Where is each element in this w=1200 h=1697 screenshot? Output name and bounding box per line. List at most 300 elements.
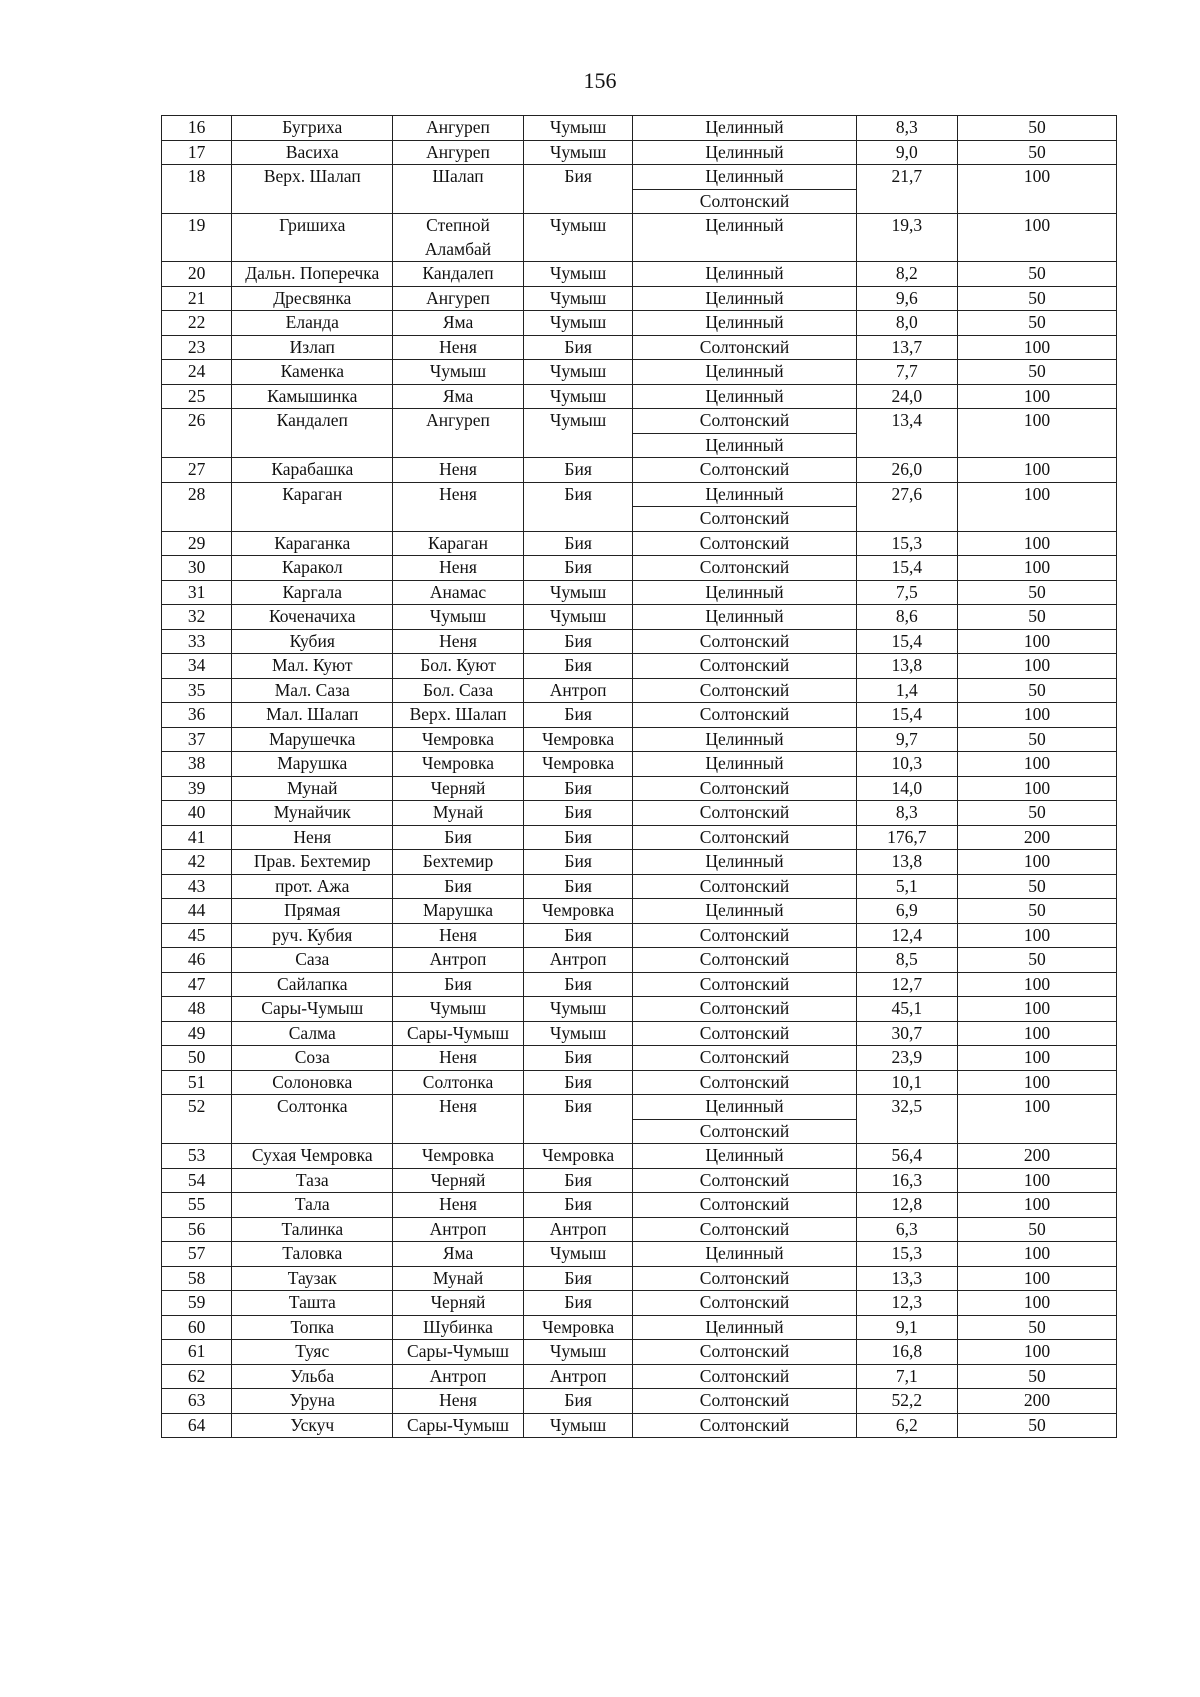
cell-length: 45,1 [856,997,958,1022]
table-row [162,531,1117,556]
cell-length: 52,2 [856,1389,958,1414]
cell-river-name: Каракол [232,556,393,581]
cell-zone: 50 [958,262,1117,287]
cell-number: 36 [162,703,232,728]
cell-tributary-of: Шалап [393,165,524,214]
cell-tributary-of: Ангуреп [393,140,524,165]
cell-number: 56 [162,1217,232,1242]
complex-value: Целинный [705,434,784,455]
cell-river-name: Дальн. Поперечка [232,262,393,287]
cell-basin: Чумыш [523,286,633,311]
cell-river-name: Салма [232,1021,393,1046]
cell-basin: Чумыш [523,605,633,630]
cell-basin: Бия [523,923,633,948]
cell-tributary-of: Сары-Чумыш [393,1340,524,1365]
cell-basin: Чумыш [523,1340,633,1365]
cell-complex: Целинный [633,116,856,141]
table-row [162,1364,1117,1389]
cell-river-name: Камышинка [232,384,393,409]
cell-tributary-of: Неня [393,556,524,581]
cell-tributary-of: Неня [393,1046,524,1071]
cell-river-name: Таузак [232,1266,393,1291]
cell-length: 16,3 [856,1168,958,1193]
cell-complex: Целинный [633,384,856,409]
cell-complex: Целинный [633,360,856,385]
cell-length: 9,0 [856,140,958,165]
cell-length: 7,1 [856,1364,958,1389]
cell-complex: Целинный [633,1315,856,1340]
cell-number: 64 [162,1413,232,1438]
cell-basin: Бия [523,1389,633,1414]
cell-tributary-of: Верх. Шалап [393,703,524,728]
cell-basin: Антроп [523,948,633,973]
cell-number: 55 [162,1193,232,1218]
cell-zone: 100 [958,850,1117,875]
cell-tributary-of: Неня [393,1389,524,1414]
cell-complex: Целинный [633,899,856,924]
table-row [162,311,1117,336]
table-row [162,458,1117,483]
cell-complex: Солтонский [633,335,856,360]
complex-value: Целинный [633,165,855,190]
cell-number: 52 [162,1095,232,1144]
table-row [162,384,1117,409]
cell-zone: 50 [958,605,1117,630]
table-row [162,1021,1117,1046]
cell-length: 12,4 [856,923,958,948]
cell-zone: 100 [958,409,1117,458]
cell-basin: Чумыш [523,360,633,385]
cell-river-name: Ульба [232,1364,393,1389]
cell-zone: 50 [958,1217,1117,1242]
cell-complex: Солтонский [633,1266,856,1291]
cell-number: 61 [162,1340,232,1365]
cell-zone: 100 [958,384,1117,409]
cell-complex: Солтонский [633,801,856,826]
cell-zone: 100 [958,654,1117,679]
table-row [162,850,1117,875]
cell-zone: 50 [958,899,1117,924]
cell-river-name: руч. Кубия [232,923,393,948]
cell-length: 14,0 [856,776,958,801]
table-row [162,1070,1117,1095]
cell-zone: 100 [958,703,1117,728]
cell-zone: 100 [958,458,1117,483]
cell-tributary-of: Антроп [393,1217,524,1242]
cell-length: 32,5 [856,1095,958,1144]
cell-basin: Чумыш [523,214,633,262]
cell-river-name: Карабашка [232,458,393,483]
cell-length: 8,2 [856,262,958,287]
cell-length: 6,2 [856,1413,958,1438]
cell-number: 46 [162,948,232,973]
cell-length: 8,5 [856,948,958,973]
table-row [162,1315,1117,1340]
cell-complex [633,482,856,531]
table-row [162,605,1117,630]
cell-basin: Чемровка [523,899,633,924]
cell-complex: Солтонский [633,1413,856,1438]
table-row [162,703,1117,728]
cell-basin: Чемровка [523,727,633,752]
cell-zone: 50 [958,1364,1117,1389]
cell-complex: Целинный [633,286,856,311]
cell-zone: 50 [958,801,1117,826]
cell-tributary-of: Антроп [393,1364,524,1389]
table-body [162,116,1117,1438]
cell-basin: Чумыш [523,1242,633,1267]
table-row [162,825,1117,850]
cell-basin: Чумыш [523,384,633,409]
cell-number: 59 [162,1291,232,1316]
cell-length: 9,6 [856,286,958,311]
cell-zone: 50 [958,116,1117,141]
cell-river-name: Таштa [232,1291,393,1316]
cell-basin: Чумыш [523,1021,633,1046]
cell-basin: Чемровка [523,1315,633,1340]
cell-basin: Чумыш [523,997,633,1022]
cell-tributary-of: Марушка [393,899,524,924]
cell-basin: Чумыш [523,409,633,458]
cell-length: 10,3 [856,752,958,777]
cell-tributary-of: Степной Аламбай [393,214,524,262]
cell-complex: Солтонский [633,1070,856,1095]
cell-complex: Солтонский [633,825,856,850]
cell-river-name: Сайлапка [232,972,393,997]
cell-zone: 50 [958,1413,1117,1438]
cell-zone: 50 [958,948,1117,973]
cell-length: 7,5 [856,580,958,605]
cell-tributary-of: Черняй [393,1291,524,1316]
cell-number: 50 [162,1046,232,1071]
cell-basin: Антроп [523,678,633,703]
cell-length: 6,9 [856,899,958,924]
table-row [162,556,1117,581]
cell-tributary-of: Чумыш [393,997,524,1022]
cell-basin: Чумыш [523,311,633,336]
cell-tributary-of: Черняй [393,776,524,801]
cell-basin: Бия [523,1095,633,1144]
cell-complex: Солтонский [633,654,856,679]
cell-length: 21,7 [856,165,958,214]
cell-basin: Чумыш [523,262,633,287]
cell-number: 38 [162,752,232,777]
cell-complex: Солтонский [633,874,856,899]
cell-length: 15,4 [856,703,958,728]
cell-tributary-of: Чумыш [393,360,524,385]
cell-river-name: Ускуч [232,1413,393,1438]
cell-tributary-of: Анамас [393,580,524,605]
cell-number: 27 [162,458,232,483]
cell-basin: Бия [523,1070,633,1095]
cell-number: 18 [162,165,232,214]
cell-zone: 100 [958,531,1117,556]
rivers-table [161,115,1117,1438]
cell-complex: Целинный [633,752,856,777]
cell-number: 37 [162,727,232,752]
cell-length: 1,4 [856,678,958,703]
cell-zone: 50 [958,727,1117,752]
cell-length: 9,1 [856,1315,958,1340]
table-row [162,972,1117,997]
table-row [162,874,1117,899]
cell-basin: Чемровка [523,1144,633,1169]
cell-number: 21 [162,286,232,311]
table-row [162,262,1117,287]
cell-complex: Солтонский [633,1364,856,1389]
cell-river-name: Солтонка [232,1095,393,1144]
cell-river-name: Сухая Чемровка [232,1144,393,1169]
cell-length: 15,3 [856,531,958,556]
cell-complex: Солтонский [633,972,856,997]
cell-river-name: Караган [232,482,393,531]
cell-length: 23,9 [856,1046,958,1071]
cell-zone: 100 [958,1070,1117,1095]
table-row [162,214,1117,262]
cell-complex: Целинный [633,214,856,262]
cell-number: 23 [162,335,232,360]
cell-complex: Солтонский [633,678,856,703]
table-row [162,1144,1117,1169]
cell-tributary-of: Сары-Чумыш [393,1413,524,1438]
cell-river-name: Мал. Шалап [232,703,393,728]
cell-river-name: Неня [232,825,393,850]
table-row [162,899,1117,924]
cell-length: 8,3 [856,116,958,141]
cell-complex: Солтонский [633,923,856,948]
table-row [162,629,1117,654]
cell-complex: Солтонский [633,776,856,801]
cell-zone: 200 [958,1144,1117,1169]
cell-basin: Бия [523,1193,633,1218]
cell-complex: Солтонский [633,1291,856,1316]
cell-tributary-of: Бия [393,972,524,997]
table-row [162,286,1117,311]
table-row [162,1291,1117,1316]
table-row [162,580,1117,605]
cell-number: 32 [162,605,232,630]
cell-number: 30 [162,556,232,581]
cell-tributary-of: Бол. Саза [393,678,524,703]
table-row [162,678,1117,703]
cell-zone: 50 [958,311,1117,336]
cell-number: 39 [162,776,232,801]
cell-zone: 200 [958,1389,1117,1414]
cell-number: 26 [162,409,232,458]
table-row [162,727,1117,752]
cell-tributary-of: Бия [393,874,524,899]
cell-length: 13,4 [856,409,958,458]
cell-basin: Бия [523,825,633,850]
table-row [162,1413,1117,1438]
cell-number: 40 [162,801,232,826]
cell-basin: Бия [523,335,633,360]
cell-complex: Солтонский [633,531,856,556]
cell-number: 43 [162,874,232,899]
table-row [162,776,1117,801]
cell-river-name: Мал. Куют [232,654,393,679]
cell-river-name: Марушка [232,752,393,777]
cell-number: 28 [162,482,232,531]
cell-complex: Солтонский [633,1021,856,1046]
cell-river-name: Солоновка [232,1070,393,1095]
table-row [162,165,1117,214]
cell-number: 42 [162,850,232,875]
table-row [162,1095,1117,1144]
cell-river-name: Таза [232,1168,393,1193]
cell-river-name: Саза [232,948,393,973]
cell-number: 33 [162,629,232,654]
cell-complex: Солтонский [633,1340,856,1365]
cell-length: 19,3 [856,214,958,262]
cell-tributary-of: Черняй [393,1168,524,1193]
cell-length: 7,7 [856,360,958,385]
cell-number: 20 [162,262,232,287]
cell-river-name: Прямая [232,899,393,924]
cell-complex: Солтонский [633,948,856,973]
cell-river-name: прот. Ажа [232,874,393,899]
cell-zone: 100 [958,1046,1117,1071]
cell-number: 31 [162,580,232,605]
cell-length: 9,7 [856,727,958,752]
cell-number: 49 [162,1021,232,1046]
cell-number: 16 [162,116,232,141]
cell-complex: Солтонский [633,629,856,654]
table-row [162,482,1117,531]
cell-tributary-of: Кандалеп [393,262,524,287]
cell-length: 13,7 [856,335,958,360]
table-row [162,923,1117,948]
cell-tributary-of: Чемровка [393,1144,524,1169]
cell-basin: Бия [523,531,633,556]
cell-zone: 50 [958,360,1117,385]
cell-river-name: Коченачиха [232,605,393,630]
cell-complex: Целинный [633,605,856,630]
cell-tributary-of: Яма [393,311,524,336]
page-number: 156 [583,68,617,93]
complex-value: Целинный [633,483,855,508]
cell-number: 44 [162,899,232,924]
cell-length: 5,1 [856,874,958,899]
cell-complex: Целинный [633,850,856,875]
cell-zone: 100 [958,923,1117,948]
cell-basin: Бия [523,482,633,531]
cell-river-name: Дресвянка [232,286,393,311]
cell-tributary-of: Мунай [393,801,524,826]
cell-number: 62 [162,1364,232,1389]
cell-tributary-of: Неня [393,629,524,654]
cell-number: 58 [162,1266,232,1291]
cell-number: 19 [162,214,232,262]
cell-number: 45 [162,923,232,948]
cell-river-name: Тала [232,1193,393,1218]
cell-basin: Чумыш [523,1413,633,1438]
cell-number: 54 [162,1168,232,1193]
cell-length: 15,4 [856,556,958,581]
table-row [162,360,1117,385]
cell-length: 15,4 [856,629,958,654]
cell-zone: 100 [958,335,1117,360]
cell-river-name: Караганка [232,531,393,556]
cell-tributary-of: Ангуреп [393,286,524,311]
cell-basin: Бия [523,458,633,483]
cell-basin: Чумыш [523,580,633,605]
cell-zone: 100 [958,1168,1117,1193]
cell-length: 10,1 [856,1070,958,1095]
cell-number: 53 [162,1144,232,1169]
cell-basin: Бия [523,850,633,875]
cell-zone: 100 [958,556,1117,581]
cell-basin: Бия [523,556,633,581]
cell-tributary-of: Неня [393,923,524,948]
cell-complex [633,409,856,458]
cell-zone: 100 [958,1340,1117,1365]
cell-length: 8,6 [856,605,958,630]
table-row [162,1217,1117,1242]
cell-tributary-of: Неня [393,1193,524,1218]
cell-length: 30,7 [856,1021,958,1046]
cell-river-name: Уруна [232,1389,393,1414]
cell-complex: Целинный [633,311,856,336]
cell-length: 8,0 [856,311,958,336]
cell-length: 26,0 [856,458,958,483]
cell-number: 47 [162,972,232,997]
cell-complex: Солтонский [633,1389,856,1414]
cell-complex: Солтонский [633,1217,856,1242]
cell-tributary-of: Неня [393,1095,524,1144]
table-row [162,1168,1117,1193]
cell-zone: 100 [958,972,1117,997]
cell-complex: Солтонский [633,458,856,483]
cell-tributary-of: Солтонка [393,1070,524,1095]
cell-river-name: Гришиха [232,214,393,262]
cell-tributary-of: Яма [393,384,524,409]
cell-river-name: Туяс [232,1340,393,1365]
cell-basin: Бия [523,1046,633,1071]
cell-river-name: Кубия [232,629,393,654]
cell-river-name: Мал. Саза [232,678,393,703]
cell-tributary-of: Неня [393,458,524,483]
cell-zone: 50 [958,678,1117,703]
complex-value: Солтонский [699,1120,790,1141]
cell-complex: Солтонский [633,1168,856,1193]
cell-complex: Солтонский [633,997,856,1022]
cell-length: 12,7 [856,972,958,997]
complex-value: Солтонский [699,190,790,211]
table-row [162,116,1117,141]
cell-basin: Бия [523,801,633,826]
cell-complex: Солтонский [633,703,856,728]
cell-river-name: Васиха [232,140,393,165]
cell-zone: 100 [958,1193,1117,1218]
cell-river-name: Топка [232,1315,393,1340]
table-row [162,752,1117,777]
cell-zone: 50 [958,874,1117,899]
cell-complex [633,1095,856,1144]
cell-zone: 100 [958,482,1117,531]
cell-length: 13,3 [856,1266,958,1291]
cell-tributary-of: Чемровка [393,752,524,777]
cell-tributary-of: Чемровка [393,727,524,752]
table-row [162,1389,1117,1414]
table-row [162,654,1117,679]
cell-zone: 100 [958,629,1117,654]
cell-number: 35 [162,678,232,703]
cell-tributary-of: Шубинка [393,1315,524,1340]
cell-tributary-of: Бия [393,825,524,850]
cell-length: 27,6 [856,482,958,531]
cell-number: 41 [162,825,232,850]
